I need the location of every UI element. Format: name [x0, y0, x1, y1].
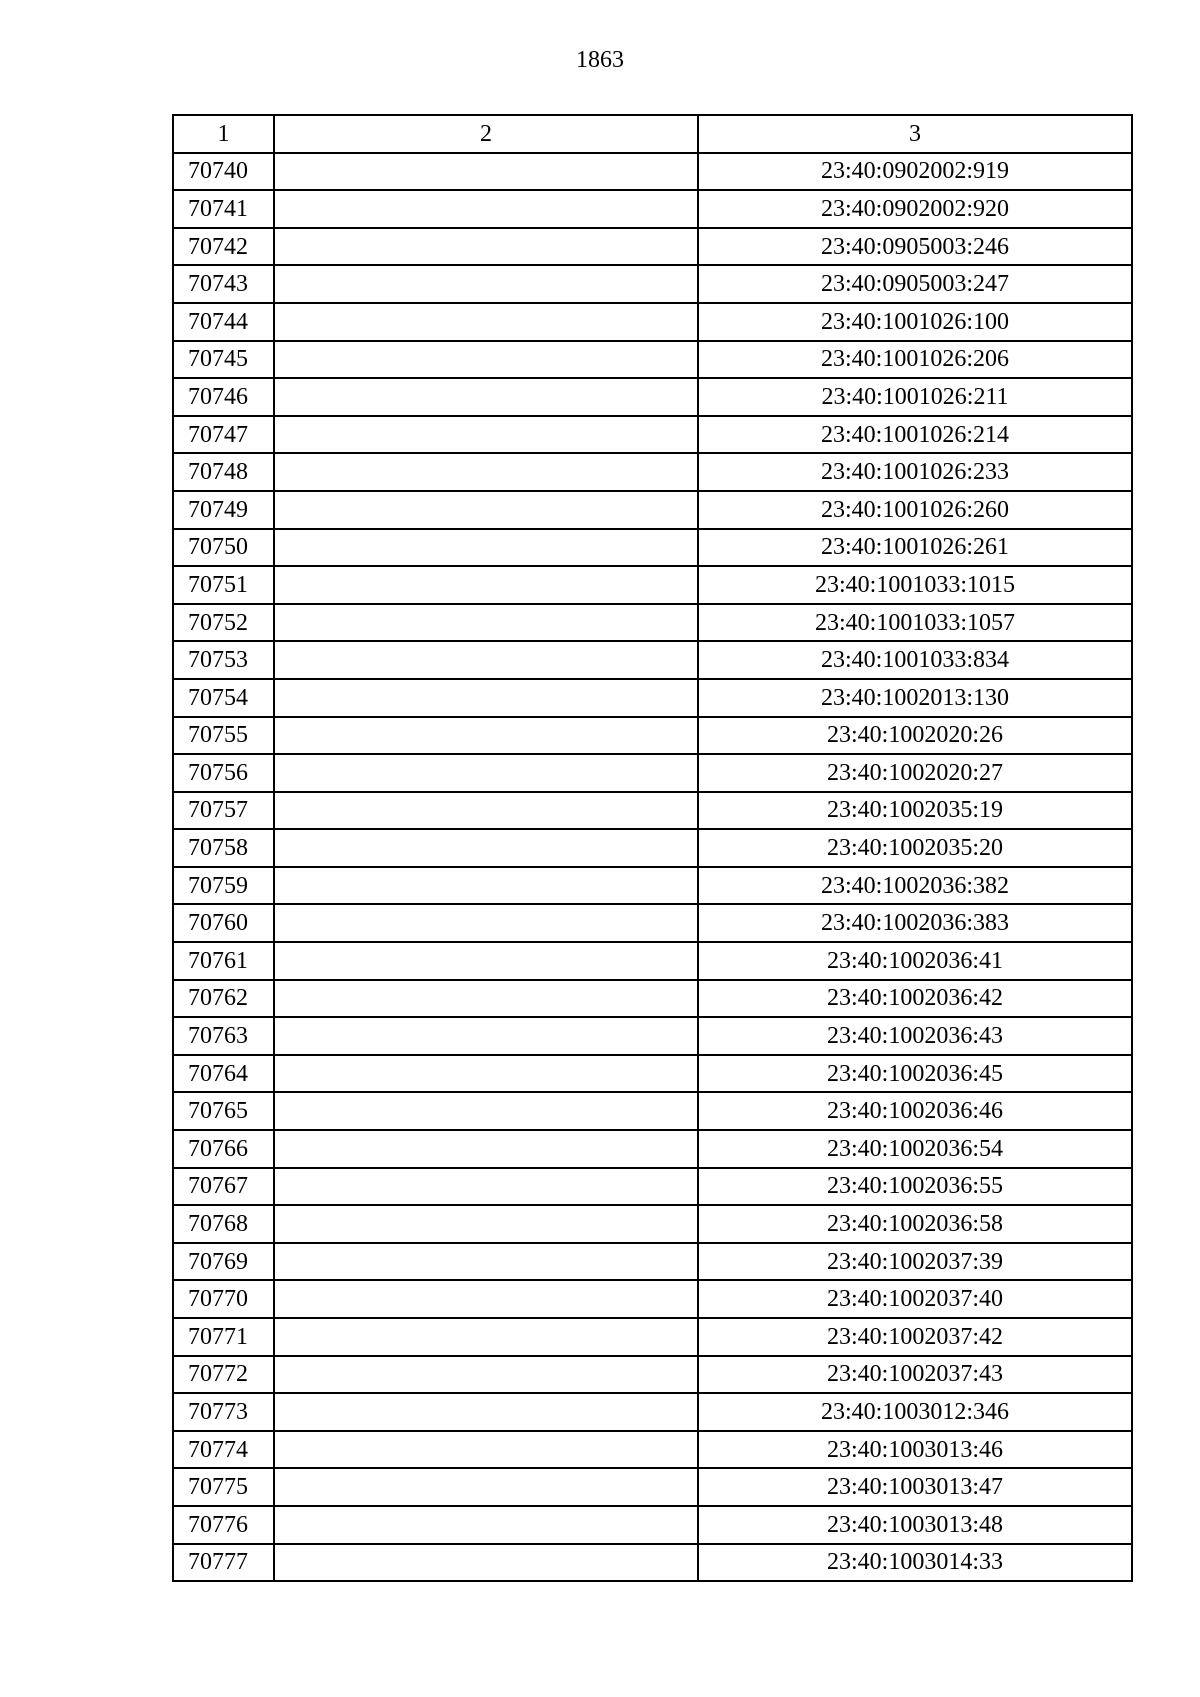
row-number-cell: 70751	[173, 566, 274, 604]
row-cadastral-number-cell: 23:40:1002036:42	[698, 980, 1132, 1018]
column-header-3: 3	[698, 115, 1132, 153]
row-number-cell: 70755	[173, 717, 274, 755]
row-number-cell: 70747	[173, 416, 274, 454]
row-cadastral-number-cell: 23:40:1002036:43	[698, 1017, 1132, 1055]
row-cadastral-number-cell: 23:40:1001026:233	[698, 453, 1132, 491]
row-number-cell: 70766	[173, 1130, 274, 1168]
table-row	[173, 153, 1132, 191]
row-cadastral-number-cell: 23:40:1001033:1015	[698, 566, 1132, 604]
table-row	[173, 1318, 1132, 1356]
table-row	[173, 1168, 1132, 1206]
table-row	[173, 1017, 1132, 1055]
row-cadastral-number-cell: 23:40:1002036:55	[698, 1168, 1132, 1206]
table-row	[173, 1468, 1132, 1506]
table-row	[173, 679, 1132, 717]
row-number-cell: 70771	[173, 1318, 274, 1356]
row-number-cell: 70760	[173, 904, 274, 942]
row-cadastral-number-cell: 23:40:1002020:27	[698, 754, 1132, 792]
row-cadastral-number-cell: 23:40:1001033:1057	[698, 604, 1132, 642]
row-cadastral-number-cell: 23:40:1002037:39	[698, 1243, 1132, 1281]
table-row	[173, 1356, 1132, 1394]
row-name-cell	[274, 453, 698, 491]
row-cadastral-number-cell: 23:40:1001026:100	[698, 303, 1132, 341]
row-cadastral-number-cell: 23:40:1002036:58	[698, 1205, 1132, 1243]
table-row	[173, 416, 1132, 454]
row-number-cell: 70744	[173, 303, 274, 341]
row-name-cell	[274, 1130, 698, 1168]
row-cadastral-number-cell: 23:40:1001026:260	[698, 491, 1132, 529]
row-name-cell	[274, 1544, 698, 1582]
row-number-cell: 70756	[173, 754, 274, 792]
row-cadastral-number-cell: 23:40:1002020:26	[698, 717, 1132, 755]
table-row	[173, 491, 1132, 529]
row-name-cell	[274, 265, 698, 303]
row-number-cell: 70777	[173, 1544, 274, 1582]
row-cadastral-number-cell: 23:40:1002036:45	[698, 1055, 1132, 1093]
row-number-cell: 70748	[173, 453, 274, 491]
row-name-cell	[274, 529, 698, 567]
row-number-cell: 70769	[173, 1243, 274, 1281]
row-number-cell: 70740	[173, 153, 274, 191]
row-number-cell: 70773	[173, 1393, 274, 1431]
row-cadastral-number-cell: 23:40:1002037:42	[698, 1318, 1132, 1356]
row-name-cell	[274, 1468, 698, 1506]
table-row	[173, 867, 1132, 905]
table-row	[173, 754, 1132, 792]
row-name-cell	[274, 1055, 698, 1093]
row-name-cell	[274, 1205, 698, 1243]
row-cadastral-number-cell: 23:40:0902002:920	[698, 190, 1132, 228]
row-number-cell: 70761	[173, 942, 274, 980]
table-row	[173, 641, 1132, 679]
row-cadastral-number-cell: 23:40:1003013:46	[698, 1431, 1132, 1469]
row-number-cell: 70749	[173, 491, 274, 529]
table-row	[173, 1055, 1132, 1093]
row-name-cell	[274, 942, 698, 980]
table-row	[173, 341, 1132, 379]
row-number-cell: 70764	[173, 1055, 274, 1093]
row-cadastral-number-cell: 23:40:1002037:40	[698, 1280, 1132, 1318]
row-name-cell	[274, 566, 698, 604]
row-name-cell	[274, 1318, 698, 1356]
row-cadastral-number-cell: 23:40:1002036:382	[698, 867, 1132, 905]
row-number-cell: 70752	[173, 604, 274, 642]
row-number-cell: 70745	[173, 341, 274, 379]
row-number-cell: 70762	[173, 980, 274, 1018]
table-row	[173, 980, 1132, 1018]
row-number-cell: 70757	[173, 792, 274, 830]
row-name-cell	[274, 190, 698, 228]
row-name-cell	[274, 228, 698, 266]
row-number-cell: 70758	[173, 829, 274, 867]
table-row	[173, 303, 1132, 341]
row-cadastral-number-cell: 23:40:1002013:130	[698, 679, 1132, 717]
row-cadastral-number-cell: 23:40:1002036:54	[698, 1130, 1132, 1168]
table-row	[173, 1393, 1132, 1431]
row-cadastral-number-cell: 23:40:1002037:43	[698, 1356, 1132, 1394]
table-row	[173, 265, 1132, 303]
row-cadastral-number-cell: 23:40:1001033:834	[698, 641, 1132, 679]
row-number-cell: 70772	[173, 1356, 274, 1394]
table-row	[173, 904, 1132, 942]
row-number-cell: 70754	[173, 679, 274, 717]
row-number-cell: 70765	[173, 1092, 274, 1130]
table-row	[173, 829, 1132, 867]
table-row	[173, 378, 1132, 416]
row-cadastral-number-cell: 23:40:1001026:214	[698, 416, 1132, 454]
row-name-cell	[274, 867, 698, 905]
row-name-cell	[274, 1168, 698, 1206]
row-name-cell	[274, 1356, 698, 1394]
row-number-cell: 70768	[173, 1205, 274, 1243]
row-name-cell	[274, 1393, 698, 1431]
row-cadastral-number-cell: 23:40:0902002:919	[698, 153, 1132, 191]
row-cadastral-number-cell: 23:40:1002036:383	[698, 904, 1132, 942]
row-name-cell	[274, 1280, 698, 1318]
row-name-cell	[274, 303, 698, 341]
row-cadastral-number-cell: 23:40:1001026:206	[698, 341, 1132, 379]
row-cadastral-number-cell: 23:40:1002035:20	[698, 829, 1132, 867]
table-row	[173, 529, 1132, 567]
row-name-cell	[274, 1506, 698, 1544]
row-name-cell	[274, 1017, 698, 1055]
table-row	[173, 566, 1132, 604]
table-row	[173, 1130, 1132, 1168]
row-name-cell	[274, 604, 698, 642]
row-cadastral-number-cell: 23:40:1003013:47	[698, 1468, 1132, 1506]
row-name-cell	[274, 792, 698, 830]
row-number-cell: 70774	[173, 1431, 274, 1469]
page-number: 1863	[576, 47, 624, 73]
row-name-cell	[274, 491, 698, 529]
row-cadastral-number-cell: 23:40:1003013:48	[698, 1506, 1132, 1544]
row-name-cell	[274, 416, 698, 454]
row-name-cell	[274, 153, 698, 191]
table-row	[173, 1544, 1132, 1582]
row-number-cell: 70750	[173, 529, 274, 567]
row-number-cell: 70753	[173, 641, 274, 679]
table-header-row	[173, 115, 1132, 153]
table-row	[173, 1243, 1132, 1281]
table-row	[173, 604, 1132, 642]
row-cadastral-number-cell: 23:40:0905003:246	[698, 228, 1132, 266]
row-number-cell: 70741	[173, 190, 274, 228]
row-cadastral-number-cell: 23:40:1003014:33	[698, 1544, 1132, 1582]
table-body	[173, 115, 1132, 1581]
row-name-cell	[274, 378, 698, 416]
row-cadastral-number-cell: 23:40:1002035:19	[698, 792, 1132, 830]
row-name-cell	[274, 1243, 698, 1281]
row-name-cell	[274, 341, 698, 379]
column-header-1: 1	[173, 115, 274, 153]
row-name-cell	[274, 641, 698, 679]
row-number-cell: 70742	[173, 228, 274, 266]
table-row	[173, 942, 1132, 980]
row-number-cell: 70776	[173, 1506, 274, 1544]
row-cadastral-number-cell: 23:40:0905003:247	[698, 265, 1132, 303]
table-row	[173, 1092, 1132, 1130]
row-number-cell: 70759	[173, 867, 274, 905]
row-name-cell	[274, 904, 698, 942]
row-cadastral-number-cell: 23:40:1003012:346	[698, 1393, 1132, 1431]
row-cadastral-number-cell: 23:40:1001026:261	[698, 529, 1132, 567]
row-number-cell: 70767	[173, 1168, 274, 1206]
table-row	[173, 453, 1132, 491]
row-number-cell: 70763	[173, 1017, 274, 1055]
row-number-cell: 70770	[173, 1280, 274, 1318]
table-row	[173, 228, 1132, 266]
row-number-cell: 70775	[173, 1468, 274, 1506]
data-table	[172, 114, 1133, 1582]
row-cadastral-number-cell: 23:40:1002036:46	[698, 1092, 1132, 1130]
row-name-cell	[274, 1431, 698, 1469]
row-name-cell	[274, 754, 698, 792]
table-row	[173, 190, 1132, 228]
row-cadastral-number-cell: 23:40:1002036:41	[698, 942, 1132, 980]
table-row	[173, 792, 1132, 830]
row-name-cell	[274, 679, 698, 717]
column-header-2: 2	[274, 115, 698, 153]
table-row	[173, 1431, 1132, 1469]
table-row	[173, 1280, 1132, 1318]
row-number-cell: 70746	[173, 378, 274, 416]
row-cadastral-number-cell: 23:40:1001026:211	[698, 378, 1132, 416]
table-row	[173, 1506, 1132, 1544]
row-name-cell	[274, 980, 698, 1018]
row-name-cell	[274, 1092, 698, 1130]
table-row	[173, 717, 1132, 755]
row-name-cell	[274, 829, 698, 867]
table-row	[173, 1205, 1132, 1243]
row-name-cell	[274, 717, 698, 755]
row-number-cell: 70743	[173, 265, 274, 303]
